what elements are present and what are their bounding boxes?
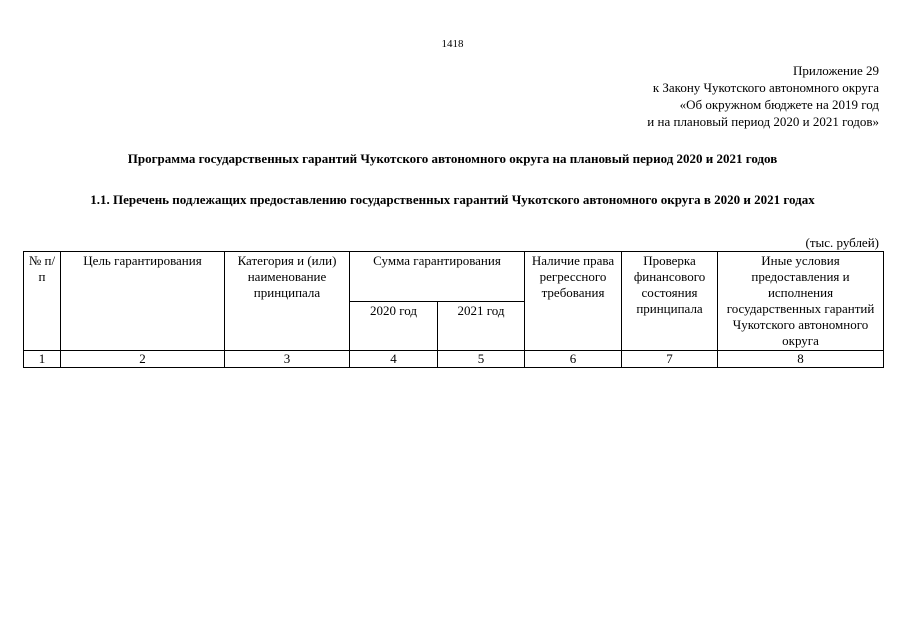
column-number: 2 — [61, 351, 225, 368]
header-2020: 2020 год — [350, 301, 438, 351]
column-number: 5 — [438, 351, 525, 368]
column-number: 4 — [350, 351, 438, 368]
units-label: (тыс. рублей) — [805, 235, 879, 250]
table-header-row — [24, 252, 884, 302]
header-regress: Наличие права регрессного требования — [525, 252, 622, 351]
column-number: 6 — [525, 351, 622, 368]
header-sum: Сумма гарантирования — [350, 252, 525, 302]
header-purpose: Цель гарантирования — [61, 252, 225, 351]
header-other: Иные условия предоставления и исполнения государственных гарантий Чукотского автономного округа — [718, 252, 884, 351]
guarantees-table — [23, 251, 884, 368]
appendix-line: к Закону Чукотского автономного округа — [652, 80, 879, 95]
header-2021: 2021 год — [438, 301, 525, 351]
header-num: № п/п — [24, 252, 61, 351]
appendix-reference — [647, 62, 879, 130]
section-title: 1.1. Перечень подлежащих предоставлению государственных гарантий Чукотского автономного округа в 2020 и 2021 годах — [90, 192, 815, 207]
header-check: Проверка финансового состояния принципала — [622, 252, 718, 351]
column-number: 3 — [225, 351, 350, 368]
appendix-line: и на плановый период 2020 и 2021 годов» — [647, 114, 879, 129]
appendix-line: Приложение 29 — [792, 63, 879, 78]
header-category: Категория и (или) наименование принципала — [225, 252, 350, 351]
column-number-row — [24, 351, 884, 368]
column-number: 7 — [622, 351, 718, 368]
appendix-line: «Об окружном бюджете на 2019 год — [679, 97, 879, 112]
column-number: 8 — [718, 351, 884, 368]
page-number: 1418 — [441, 38, 464, 50]
column-number: 1 — [24, 351, 61, 368]
document-title: Программа государственных гарантий Чукотского автономного округа на плановый период 2020 и 2021 годов — [127, 151, 778, 166]
